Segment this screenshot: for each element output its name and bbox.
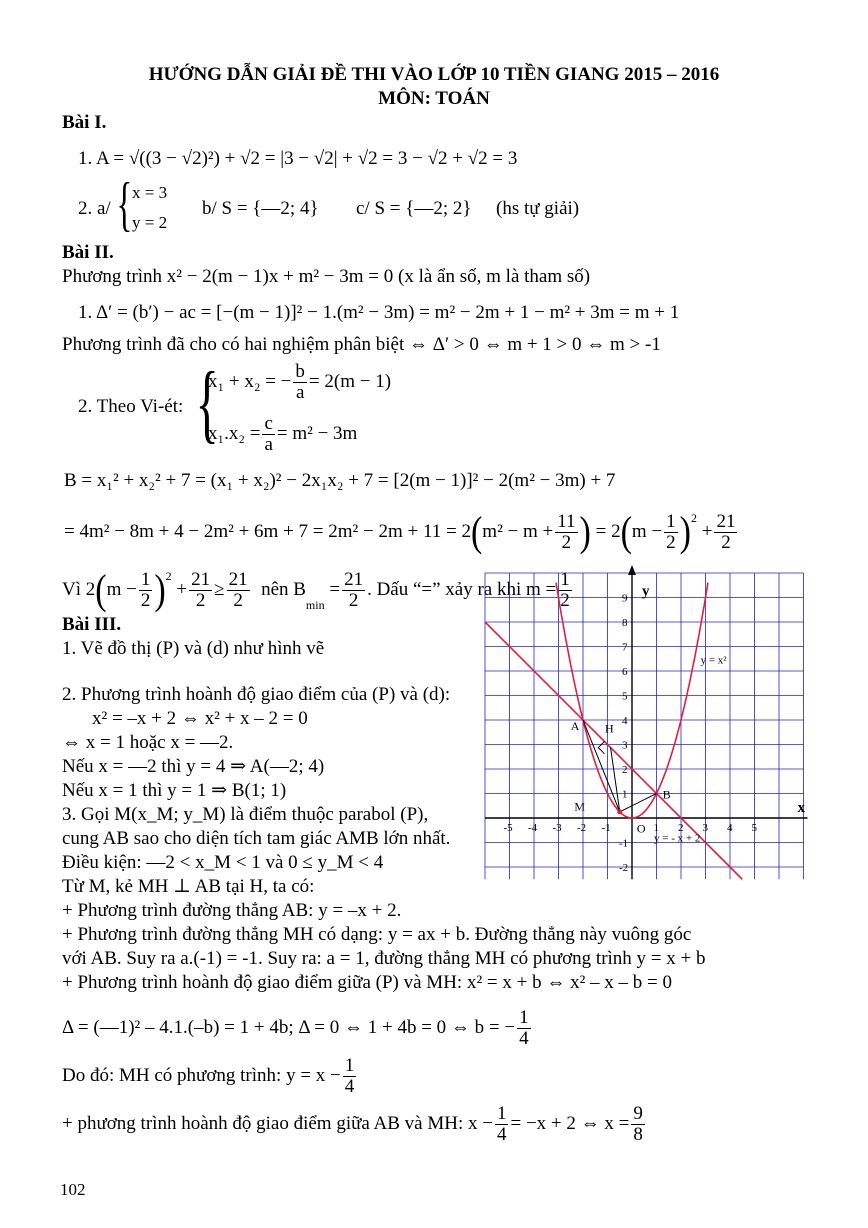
page-subtitle: MÔN: TOÁN bbox=[378, 88, 490, 109]
bai3-p3-7: với AB. Suy ra a.(-1) = -1. Suy ra: a = 1, đường thẳng MH có phương trình y = x + b bbox=[62, 948, 706, 969]
paren-close: ) bbox=[154, 566, 166, 613]
bai1-l2-b: b/ S = {—2; 4} bbox=[202, 198, 319, 219]
x-tick-label: -5 bbox=[503, 822, 513, 834]
fraction-1-2 bbox=[664, 512, 678, 553]
bai1-l1-label: 1. bbox=[78, 148, 93, 169]
bai1-l2-x: x = 3 bbox=[132, 183, 168, 202]
vi-ineq: ≥ bbox=[214, 578, 225, 600]
vi-dau: . Dấu “=” xảy ra khi bbox=[367, 578, 522, 600]
frac-num: 1 bbox=[496, 1103, 507, 1124]
origin-label: O bbox=[636, 821, 646, 836]
bai3-p2-sol: ⇔ x = 1 hoặc x = —2. bbox=[62, 732, 234, 753]
bai1-l1-expr: A = √((3 − √2)²) + √2 = |3 − √2| + √2 = 3 − √2 + √2 = 3 bbox=[95, 148, 518, 169]
vieta-prod bbox=[208, 414, 357, 455]
bai3-p2-eq: x² = –x + 2 ⇔ x² + x – 2 = 0 bbox=[92, 708, 308, 729]
x-tick-label: -3 bbox=[552, 822, 562, 834]
frac-den: 2 bbox=[666, 532, 676, 553]
bai3-p1: 1. Vẽ đồ thị (P) và (d) như hình vẽ bbox=[62, 638, 325, 659]
system-brace: { bbox=[116, 171, 133, 237]
p3-10-eq: y = x − bbox=[286, 1064, 341, 1086]
frac-den: 2 bbox=[721, 532, 731, 553]
p3-10-pre: Do đó: MH có phương trình: bbox=[62, 1064, 282, 1086]
frac-num: 1 bbox=[140, 569, 151, 590]
bai3-p3-2: cung AB sao cho diện tích tam giác AMB lớn nhất. bbox=[62, 828, 451, 849]
bai3-p3-1: 3. Gọi M(x_M; y_M) là điểm thuộc parabol (P), bbox=[62, 804, 429, 825]
p3-11-mid: = −x + 2 ⇔ x = bbox=[510, 1112, 630, 1134]
vi-bmin: nên B bbox=[261, 578, 306, 600]
point-h-label: H bbox=[605, 721, 614, 736]
b-line2-pre: = 4m² − 8m + 4 − 2m² + 6m + 7 = 2m² − 2m + 11 = 2 bbox=[64, 520, 471, 542]
section-heading-2: Bài II. bbox=[62, 242, 114, 263]
bai1-l2-c: c/ S = {—2; 2} bbox=[356, 198, 472, 219]
paren-open: ( bbox=[95, 566, 107, 613]
paren-close: ) bbox=[679, 508, 691, 555]
right-angle-mark bbox=[598, 741, 604, 753]
point-a-label: A bbox=[570, 718, 580, 733]
bai3-p2: 2. Phương trình hoành độ giao điểm của (P) và (d): bbox=[62, 684, 451, 705]
bai1-line1 bbox=[78, 148, 517, 170]
vi-plus: + bbox=[176, 578, 188, 600]
fraction-1-4 bbox=[343, 1056, 357, 1097]
bai1-l2-label: 2. a/ bbox=[78, 198, 111, 219]
section-heading-1: Bài I. bbox=[62, 112, 107, 133]
frac-num: 1 bbox=[344, 1055, 355, 1076]
y-tick-label: 8 bbox=[622, 617, 628, 629]
vieta-label: 2. Theo Vi-ét: bbox=[78, 396, 184, 417]
x-tick-label: 1 bbox=[653, 822, 659, 834]
y-tick-label: 6 bbox=[622, 666, 628, 678]
frac-den: 4 bbox=[496, 1124, 507, 1145]
fraction-9-8 bbox=[631, 1104, 645, 1145]
frac-num: 21 bbox=[716, 511, 736, 532]
x-tick-label: 5 bbox=[751, 822, 757, 834]
parabola-label: y = x² bbox=[700, 654, 727, 667]
frac-den: a bbox=[295, 382, 305, 403]
p3-9-b: b = − bbox=[474, 1016, 516, 1038]
b-line2-mid: = 2 bbox=[595, 520, 621, 542]
frac-num: b bbox=[295, 361, 305, 382]
b-line2-m: m − bbox=[631, 520, 663, 542]
b-line1: B = x₁² + x₂² + 7 = (x₁ + x₂)² − 2x₁x₂ + 7 = [2(m − 1)]² − 2(m² − 3m) + 7 bbox=[64, 470, 616, 491]
frac-num: 1 bbox=[519, 1007, 529, 1028]
frac-den: 2 bbox=[561, 532, 572, 553]
bai2-intro-post: (x là ẩn số, m là tham số) bbox=[398, 266, 591, 287]
y-axis-label: y bbox=[642, 583, 650, 600]
line-label: y = - x + 2 bbox=[654, 832, 701, 845]
fraction-21-2 bbox=[714, 512, 737, 553]
vieta-sum bbox=[208, 362, 391, 403]
fraction-1-2 bbox=[139, 570, 153, 611]
bai3-p3-6: + Phương trình đường thẳng MH có dạng: y = ax + b. Đường thẳng này vuông góc bbox=[62, 924, 692, 945]
frac-num: 21 bbox=[344, 569, 364, 590]
vieta-prod-pre: x₁.x₂ = bbox=[208, 422, 261, 444]
section-heading-3: Bài III. bbox=[62, 614, 122, 635]
y-tick-label: 1 bbox=[622, 788, 628, 801]
x-tick-label: 2 bbox=[678, 822, 684, 834]
frac-num: 21 bbox=[228, 569, 248, 590]
point-m-dot bbox=[617, 809, 622, 814]
vieta-sum-pre: x₁ + x₂ = − bbox=[208, 370, 292, 392]
bai1-l2-y: y = 2 bbox=[132, 213, 168, 232]
bai3-p3-11 bbox=[62, 1104, 647, 1145]
bai3-p3-10 bbox=[62, 1056, 358, 1097]
fraction-1-4 bbox=[495, 1104, 509, 1145]
fraction-21-2 bbox=[189, 570, 212, 611]
bai3-p3-8: + Phương trình hoành độ giao điểm giữa (P) và MH: x² = x + b ⇔ x² – x – b = 0 bbox=[62, 972, 672, 993]
page-number: 102 bbox=[60, 1180, 86, 1199]
bai3-p3-9 bbox=[62, 1008, 533, 1049]
y-tick-label: -1 bbox=[619, 837, 629, 850]
b-line2: = 4m² − 8m + 4 − 2m² + 6m + 7 = 2m² − 2m + 11 = 2(m² − m + $\frac{11}{2}$ ) = 2(m − $\frac{1}{2}$ )$^2$ + $\frac{21}{2}$ bbox=[64, 508, 736, 555]
bai1-l2-note: (hs tự giải) bbox=[496, 198, 580, 219]
y-tick-label: -2 bbox=[619, 862, 629, 874]
frac-den: a bbox=[264, 434, 273, 455]
bai2-delta bbox=[78, 302, 679, 324]
bai2-intro-eq: x² − 2(m − 1)x + m² − 3m = 0 bbox=[166, 266, 394, 287]
fraction-b-a bbox=[293, 362, 307, 403]
y-axis-arrow bbox=[628, 565, 636, 575]
x-tick-label: -4 bbox=[528, 822, 538, 834]
y-tick-label: 7 bbox=[622, 641, 628, 654]
bai3-p3-3: Điều kiện: —2 < x_M < 1 và 0 ≤ y_M < 4 bbox=[62, 852, 384, 873]
vi-pre: Vì 2 bbox=[62, 578, 96, 600]
x-tick-label: 4 bbox=[727, 822, 733, 834]
bai2-condition: Phương trình đã cho có hai nghiệm phân biệt ⇔ Δ′ > 0 ⇔ m + 1 > 0 ⇔ m > -1 bbox=[62, 334, 661, 355]
bai3-p2-a: Nếu x = —2 thì y = 4 ⇒ A(—2; 4) bbox=[62, 756, 325, 777]
bai2-intro bbox=[62, 266, 590, 288]
p3-11-x: x − bbox=[468, 1112, 493, 1134]
frac-den: 2 bbox=[195, 590, 206, 611]
frac-den: 8 bbox=[633, 1124, 643, 1145]
frac-den: 2 bbox=[140, 590, 151, 611]
bai2-delta-expr: Δ′ = (b′) − ac = [−(m − 1)]² − 1.(m² − 3m) = m² − 2m + 1 − m² + 3m = m + 1 bbox=[95, 302, 680, 323]
bai3-p3-4: Từ M, kẻ MH ⊥ AB tại H, ta có: bbox=[62, 876, 315, 897]
fraction-11-2 bbox=[555, 512, 577, 553]
vieta-sum-post: = 2(m − 1) bbox=[308, 370, 392, 392]
bai2-intro-pre: Phương trình bbox=[62, 266, 163, 287]
vi-eq: = bbox=[329, 578, 341, 600]
fraction-c-a bbox=[262, 414, 274, 455]
page-title: HƯỚNG DẪN GIẢI ĐỀ THI VÀO LỚP 10 TIỀN GIANG 2015 – 2016 bbox=[148, 64, 720, 85]
x-tick-label: -2 bbox=[577, 822, 587, 834]
paren-close: ) bbox=[579, 508, 591, 555]
y-tick-label: 2 bbox=[622, 764, 628, 776]
y-tick-label: 9 bbox=[622, 592, 628, 605]
x-tick-label: 3 bbox=[702, 822, 708, 834]
paren-open: ( bbox=[470, 508, 483, 555]
y-tick-label: 3 bbox=[622, 739, 628, 752]
graph-ticks bbox=[503, 590, 758, 875]
x-axis-label: x bbox=[797, 800, 805, 816]
paren-open: ( bbox=[620, 508, 632, 555]
b-line2-plus: + bbox=[701, 520, 713, 542]
y-tick-label: 5 bbox=[622, 690, 628, 703]
x-tick-label: -1 bbox=[601, 822, 611, 834]
p3-9-pre: Δ = (—1)² – 4.1.(–b) = 1 + 4b; Δ = 0 ⇔ 1 + 4b = 0 ⇔ bbox=[62, 1016, 470, 1038]
fraction-21-2 bbox=[227, 570, 250, 611]
frac-den: 2 bbox=[233, 590, 243, 611]
fraction-1-4 bbox=[517, 1008, 531, 1049]
vieta-brace: { bbox=[195, 355, 219, 452]
y-tick-label: 4 bbox=[622, 715, 628, 727]
triangle-amb bbox=[583, 720, 657, 812]
vi-min-sub: min bbox=[305, 598, 325, 612]
frac-den: 2 bbox=[348, 590, 359, 611]
vi-line: Vì 2(m − $\frac{1}{2}$ )$^2$ + $\frac{21}{2}$ ≥ $\frac{21}{2}$ nên Bmin = $\frac{21}{2}$ . Dấu “=” xảy ra khi m = $\frac{1}{2}$ bbox=[62, 566, 570, 613]
frac-num: 21 bbox=[191, 569, 211, 590]
bai2-delta-label: 1. bbox=[78, 302, 93, 323]
fraction-21-2 bbox=[342, 570, 365, 611]
point-b-label: B bbox=[662, 787, 671, 802]
bai3-p3-5: + Phương trình đường thẳng AB: y = –x + 2. bbox=[62, 900, 402, 921]
frac-num: 11 bbox=[557, 511, 576, 532]
frac-num: 9 bbox=[633, 1103, 643, 1124]
p3-11-pre: + phương trình hoành độ giao điểm giữa AB và MH: bbox=[62, 1112, 464, 1134]
vieta-prod-post: = m² − 3m bbox=[276, 422, 358, 444]
frac-den: 4 bbox=[344, 1076, 355, 1097]
vi-m: m − bbox=[106, 578, 137, 600]
b-line2-inner: m² − m + bbox=[482, 520, 554, 542]
point-m-label: M bbox=[574, 799, 586, 814]
frac-num: 1 bbox=[560, 569, 570, 590]
frac-num: c bbox=[264, 413, 273, 434]
frac-den: 4 bbox=[519, 1028, 529, 1049]
frac-den: 2 bbox=[560, 590, 570, 611]
parabola-line-graph bbox=[485, 583, 805, 878]
vi-m-eq: m = bbox=[526, 578, 557, 600]
bai3-p2-b: Nếu x = 1 thì y = 1 ⇒ B(1; 1) bbox=[62, 780, 287, 801]
frac-num: 1 bbox=[666, 511, 676, 532]
